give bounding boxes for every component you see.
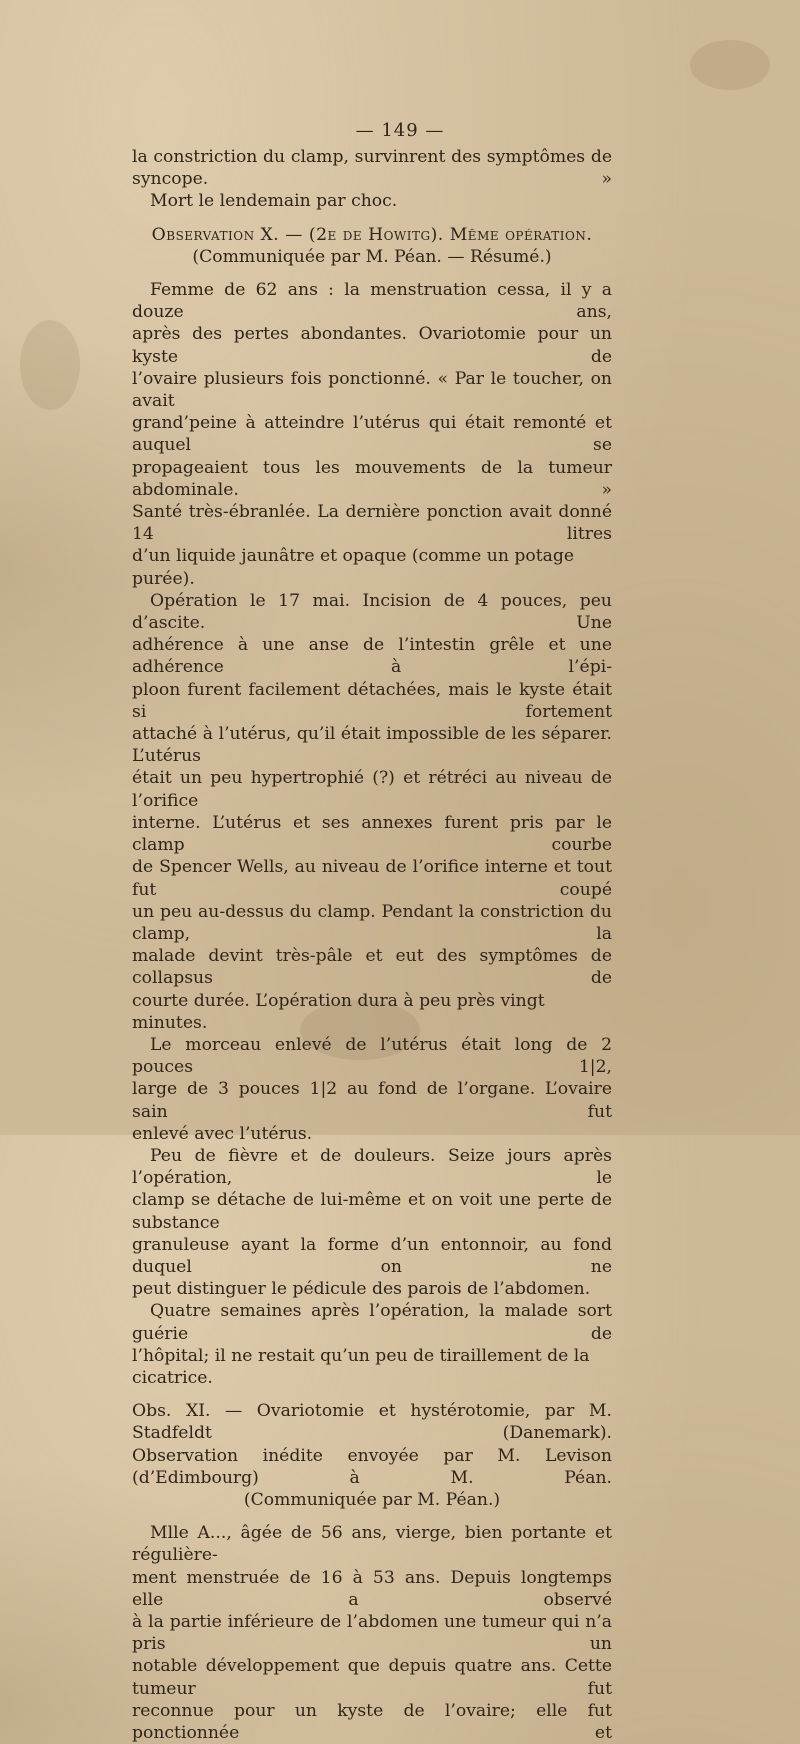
paper-stain — [20, 320, 80, 410]
text-line: un peu au-dessus du clamp. Pendant la constriction du clamp, la — [132, 901, 612, 944]
text-line: ploon furent facilement détachées, mais le kyste était si fortement — [132, 679, 612, 722]
text-line: notable développement que depuis quatre ans. Cette tumeur fut — [132, 1656, 612, 1699]
text-line: Peu de fièvre et de douleurs. Seize jours après l’opération, le — [132, 1145, 612, 1189]
text-line: reconnue pour un kyste de l’ovaire; elle fut ponctionnée et — [132, 1700, 612, 1744]
text-line: attaché à l’utérus, qu’il était impossible de les séparer. L’utérus — [132, 724, 612, 767]
text-line: la constriction du clamp, survinrent des symptômes de syncope. » — [132, 147, 612, 190]
spacer — [132, 213, 612, 224]
text-line: ment menstruée de 16 à 53 ans. Depuis longtemps elle a observé — [132, 1567, 612, 1610]
text-line: d’un liquide jaunâtre et opaque (comme un potage purée). — [132, 546, 575, 589]
text-line: Femme de 62 ans : la menstruation cessa, il y a douze ans, — [132, 280, 612, 323]
text-line: Opération le 17 mai. Incision de 4 pouces, peu d’ascite. Une — [132, 590, 612, 634]
text-line: à la partie inférieure de l’abdomen une tumeur qui n’a pris un — [132, 1612, 612, 1655]
text-line: après des pertes abondantes. Ovariotomie pour un kyste de — [132, 324, 612, 367]
text-line: Mort le lendemain par choc. — [150, 191, 398, 212]
text-line: Mlle A..., âgée de 56 ans, vierge, bien portante et régulière- — [132, 1523, 612, 1566]
text-line: Obs. XI. — Ovariotomie et hystérotomie, par M. Stadfeldt (Danemark). — [132, 1401, 612, 1444]
text-line: peut distinguer le pédicule des parois de l’abdomen. — [132, 1279, 591, 1300]
text-line: de Spencer Wells, au niveau de l’orifice interne et tout fut coupé — [132, 857, 612, 900]
page-number: — 149 — — [355, 120, 445, 141]
paper-stain — [690, 40, 770, 90]
text-line: Le morceau enlevé de l’utérus était long de 2 pouces 1|2, — [132, 1034, 612, 1078]
text-line: grand’peine à atteindre l’utérus qui était remonté et auquel se — [132, 413, 612, 456]
text-line: l’ovaire plusieurs fois ponctionné. « Par le toucher, on avait — [132, 368, 612, 412]
text-line: était un peu hypertrophié (?) et rétréci au niveau de l’orifice — [132, 768, 612, 811]
text-line: Observation X. — (2e de Howitg). Même opération. — [151, 224, 593, 245]
text-line: Santé très-ébranlée. La dernière ponction avait donné 14 litres — [132, 502, 612, 545]
spacer — [132, 268, 612, 279]
text-line: Observation inédite envoyée par M. Levison (d’Edimbourg) à M. Péan. — [132, 1445, 612, 1488]
text-line: l’hôpital; il ne restait qu’un peu de tiraillement de la cicatrice. — [132, 1345, 590, 1388]
text-line: adhérence à une anse de l’intestin grêle et une adhérence à l’épi- — [132, 635, 612, 678]
body-text — [132, 146, 612, 1744]
spacer — [132, 1389, 612, 1400]
text-line: enlevé avec l’utérus. — [132, 1123, 313, 1144]
text-line: granuleuse ayant la forme d’un entonnoir, au fond duquel on ne — [132, 1234, 612, 1277]
text-line: (Communiquée par M. Péan. — Résumé.) — [192, 246, 552, 267]
text-line: propageaient tous les mouvements de la tumeur abdominale. » — [132, 457, 612, 500]
text-line: clamp se détache de lui-même et on voit une perte de substance — [132, 1190, 612, 1233]
text-line: interne. L’utérus et ses annexes furent pris par le clamp courbe — [132, 812, 612, 856]
text-line: malade devint très-pâle et eut des symptômes de collapsus de — [132, 946, 612, 989]
text-line: (Communiquée par M. Péan.) — [243, 1489, 501, 1510]
spacer — [132, 1511, 612, 1522]
text-line: courte durée. L’opération dura à peu près vingt minutes. — [132, 990, 545, 1033]
text-line: Quatre semaines après l’opération, la malade sort guérie de — [132, 1301, 612, 1344]
text-line: large de 3 pouces 1|2 au fond de l’organe. L’ovaire sain fut — [132, 1079, 612, 1122]
